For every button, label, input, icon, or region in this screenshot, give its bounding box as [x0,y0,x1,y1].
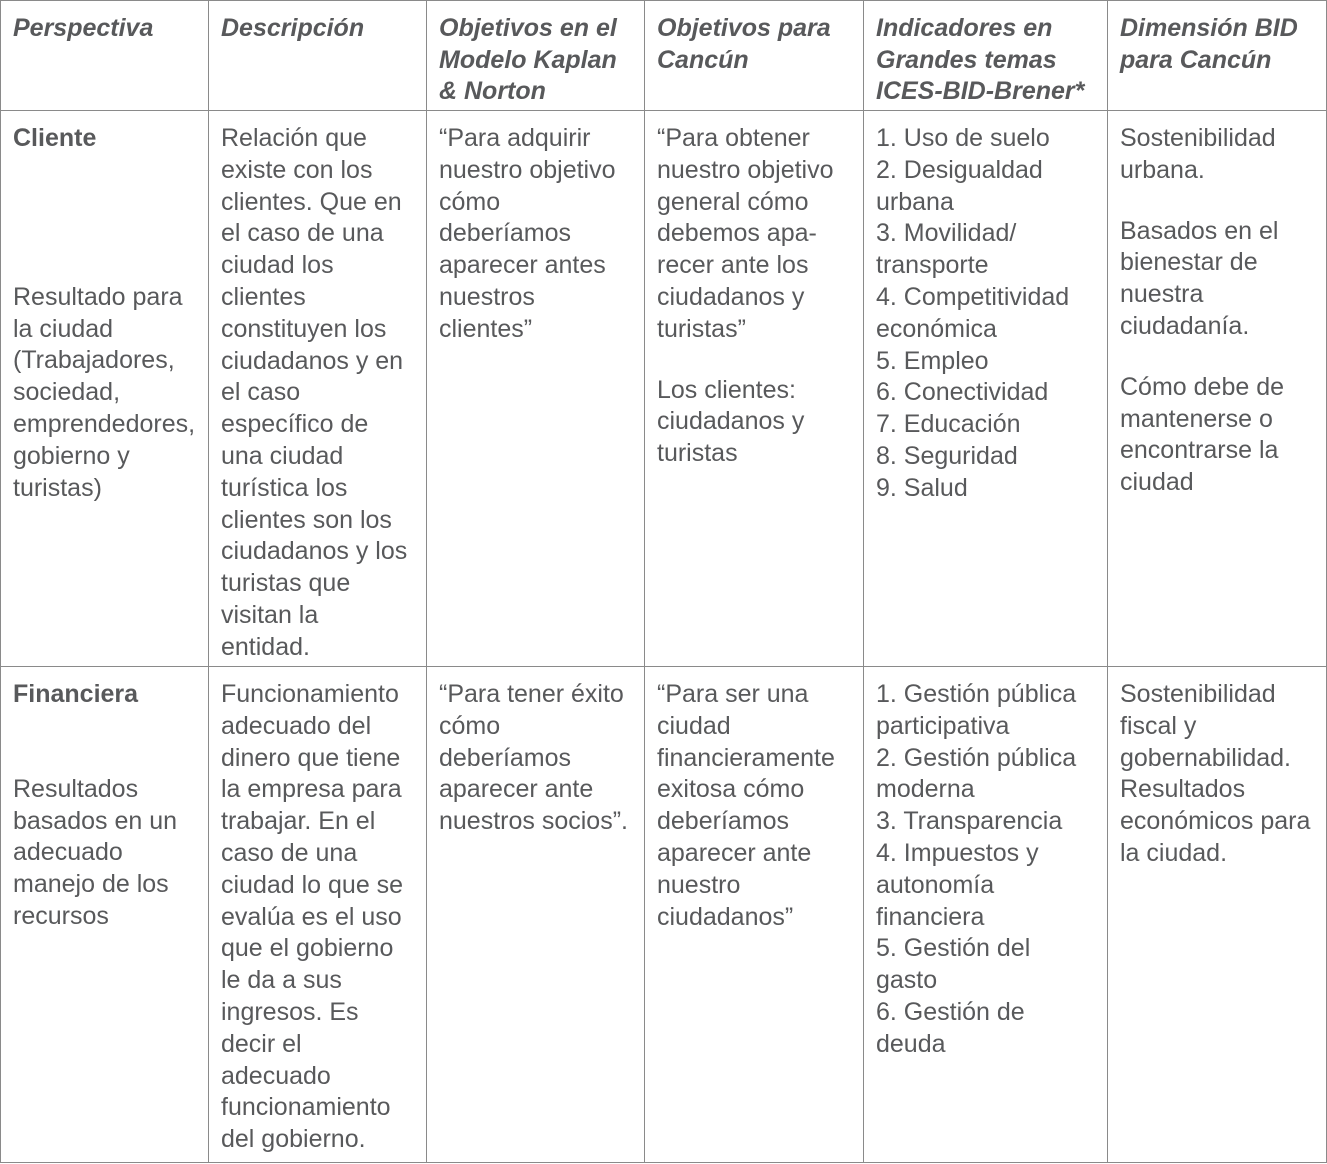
header-objetivos-kaplan: Objetivos en el Modelo Kaplan & Norton [427,1,645,111]
table-row-cliente [1,111,1327,667]
bid-dimension-text: Sostenibilidad fiscal y gobernabilidad. Resultados económicos para la ciudad. [1120,680,1311,867]
cell-description [209,667,427,1163]
list-item: 8. Seguridad [876,441,1018,470]
cancun-objective-text: “Para obtener nuestro objetivo general cómo debemos aparecer ante los ciudadanos y turistas” [657,124,834,343]
list-item: 2. Desigualdad urbana [876,155,1043,216]
cell-bid-dimension [1108,667,1327,1163]
list-item: 3. Transparencia [876,807,1063,836]
cell-perspective [1,111,209,667]
cell-cancun-objective [645,111,864,667]
header-perspectiva: Perspectiva [1,1,209,111]
perspective-description: Resultados basados en un adecuado manejo de los recursos [13,774,178,930]
header-indicadores: Indicadores en Grandes temas ICES-BID-Brener* [864,1,1108,111]
cell-indicators [864,667,1108,1163]
cell-indicators [864,111,1108,667]
perspective-name: Cliente [13,124,97,152]
cell-perspective [1,667,209,1163]
cell-cancun-objective [645,667,864,1163]
list-item: 3. Movilidad/ transporte [876,219,1017,280]
cell-kaplan-objective [427,111,645,667]
perspective-name: Financiera [13,680,139,708]
bid-dimension-text: Cómo debe de mantenerse o encontrarse la ciudad [1120,372,1285,497]
list-item: 6. Gestión de deuda [876,997,1025,1058]
cancun-clients-note: Los clientes: ciudadanos y turistas [657,375,805,468]
description-text: Relación que existe con los clientes. Que en el caso de una ciudad los clientes constituyen los ciudadanos y en el caso específico de una ciudad turística los clientes son los ciudadanos y los turistas que visitan la entidad. [221,124,408,661]
header-row [1,1,1327,111]
list-item: 4. Impuestos y autonomía financiera [876,838,1039,931]
kaplan-objective-text: “Para adquirir nuestro objetivo cómo deberíamos aparecer antes nuestros clientes” [439,124,616,343]
list-item: 2. Gestión pública moderna [876,743,1077,804]
list-item: 4. Competitividad económica [876,282,1070,343]
list-item: 5. Gestión del gasto [876,934,1031,995]
cancun-objective-text: “Para ser una ciudad financieramente exitosa cómo deberíamos aparecer ante nuestro ciudadanos” [657,680,835,931]
cell-description [209,111,427,667]
list-item: 1. Gestión pública participativa [876,680,1077,740]
list-item: 5. Empleo [876,346,989,375]
header-dimension-bid: Dimensión BID para Cancún [1108,1,1327,111]
cell-kaplan-objective [427,667,645,1163]
cell-bid-dimension [1108,111,1327,667]
table-row-financiera [1,667,1327,1163]
header-objetivos-cancun: Objetivos para Cancún [645,1,864,111]
list-item: 7. Educación [876,410,1021,439]
header-descripcion: Descripción [209,1,427,111]
list-item: 6. Conectividad [876,378,1049,407]
list-item: 9. Salud [876,473,968,502]
bid-dimension-text: Sostenibilidad urbana. [1120,124,1276,184]
kaplan-objective-text: “Para tener éxito cómo deberíamos aparecer ante nuestros socios”. [439,680,628,836]
description-text: Funcionamiento adecuado del dinero que tiene la empresa para trabajar. En el caso de una ciudad lo que se evalúa es el uso que el gobierno le da a sus ingresos. Es decir el adecuado funcionamiento del gobierno. [221,680,404,1154]
indicator-list [876,679,1095,1061]
perspective-description: Resultado para la ciudad (Trabajadores, sociedad, emprendedores, gobierno y turistas) [13,282,196,502]
bid-dimension-text: Basados en el bienestar de nuestra ciudadanía. [1120,216,1279,340]
indicator-list [876,123,1095,505]
list-item: 1. Uso de suelo [876,124,1050,152]
